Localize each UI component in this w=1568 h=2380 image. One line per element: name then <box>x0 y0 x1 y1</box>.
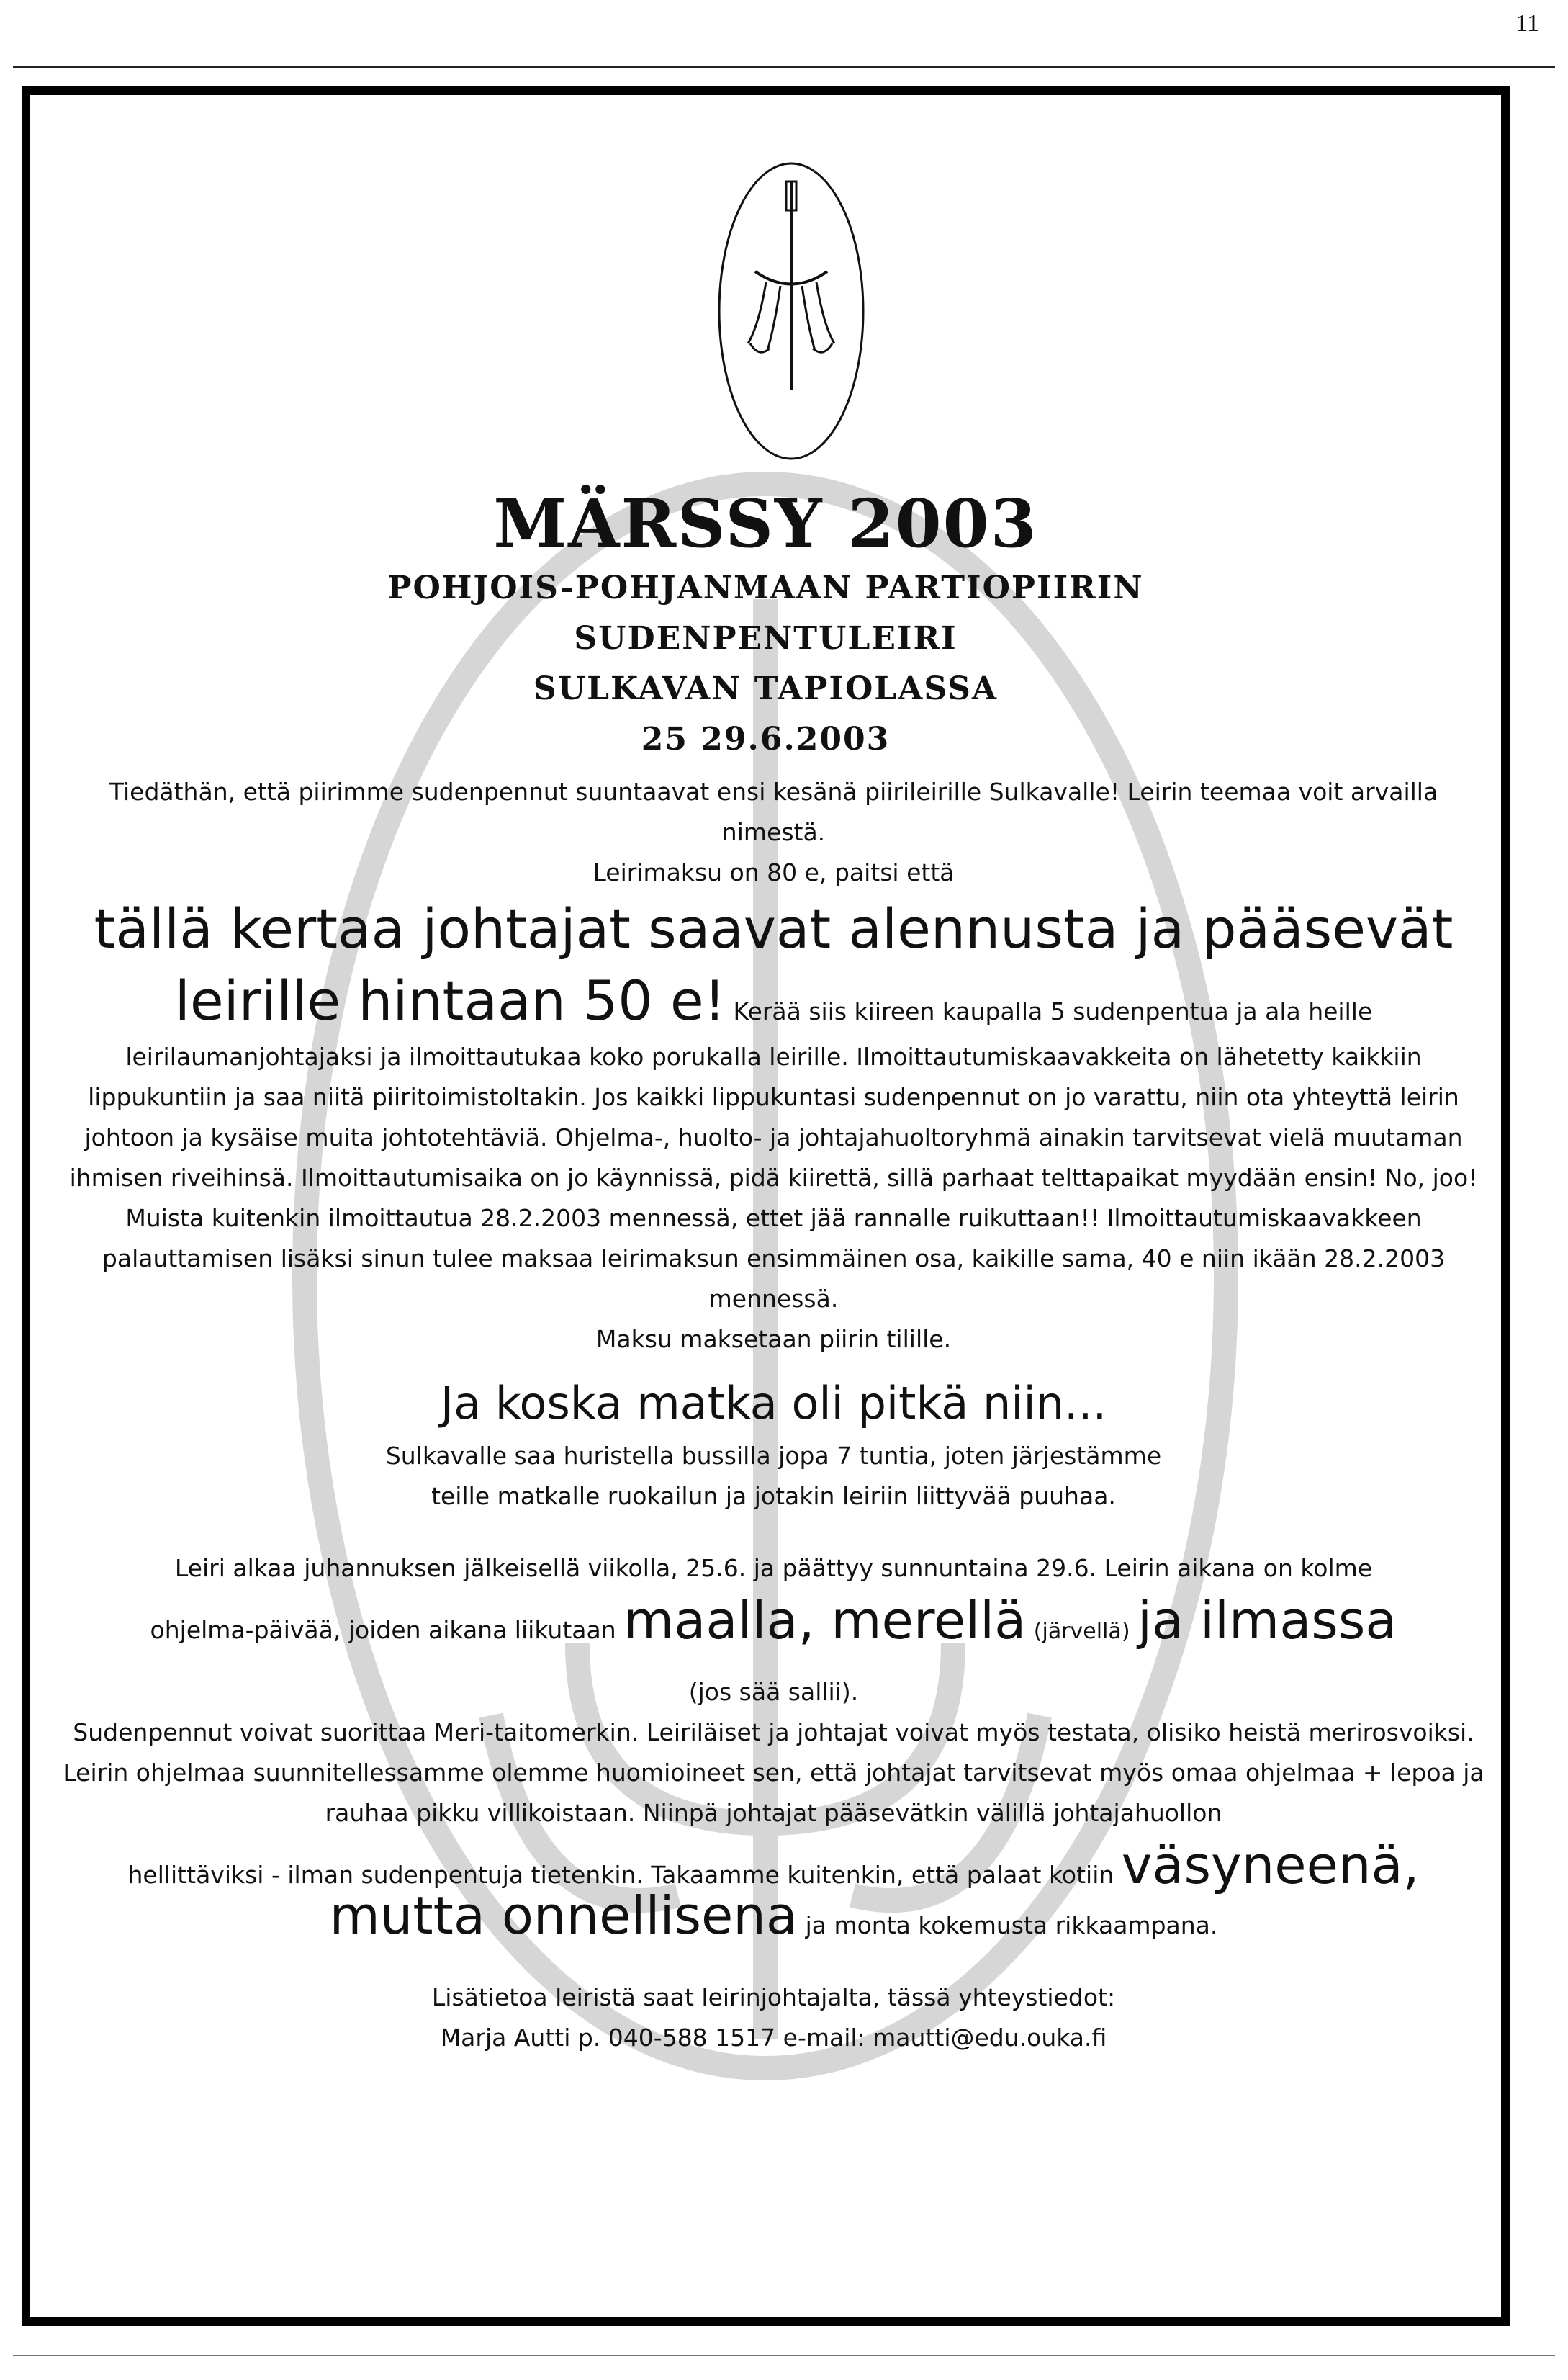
contact-details: Marja Autti p. 040-588 1517 e-mail: mautti@edu.ouka.fi <box>440 2024 1107 2052</box>
leader-rest-text: Leirin ohjelmaa suunnitellessamme olemme huomioineet sen, että johtajat tarvitsevat myös omaa ohjelmaa + lepoa ja rauhaa pikku villikoistaan. Niinpä johtajat pääsevätkin välillä johtajahuollon <box>63 1759 1484 1827</box>
experience-text: ja monta kokemusta rikkaampana. <box>805 1911 1218 1939</box>
air-headline: ja ilmassa <box>1137 1590 1397 1651</box>
top-rule <box>13 66 1555 68</box>
travel-text: Sulkavalle saa huristella bussilla jopa 7 tuntia, joten järjestämme teille matkalle ruokailun ja jotakin leiriin liittyvää puuhaa. <box>385 1442 1162 1510</box>
wolf-cub-emblem <box>716 160 867 462</box>
camp-dates: 25 29.6.2003 <box>641 721 891 758</box>
camp-organizer: POHJOIS-POHJANMAAN PARTIOPIIRIN <box>387 570 1144 606</box>
poster-frame <box>22 86 1510 2326</box>
program-dates-text: Leiri alkaa juhannuksen jälkeisellä viikolla, 25.6. ja päättyy sunnuntaina 29.6. Leirin aikana on kolme <box>174 1554 1373 1582</box>
land-sea-headline: maalla, merellä <box>623 1590 1027 1651</box>
poster-body <box>59 772 1488 2058</box>
discount-price-headline: leirille hintaan 50 e! <box>174 969 726 1033</box>
leader-discount-headline: tällä kertaa johtajat saavat alennusta ja pääsevät <box>94 897 1454 961</box>
weather-note: (jos sää sallii). <box>688 1678 859 1706</box>
camp-location: SULKAVAN TAPIOLASSA <box>533 670 999 707</box>
program-days-text: ohjelma-päivää, joiden aikana liikutaan <box>150 1616 616 1644</box>
bottom-rule <box>13 2355 1555 2356</box>
camp-fee-text: Leirimaksu on 80 e, paitsi että <box>592 858 955 886</box>
registration-text: Kerää siis kiireen kaupalla 5 sudenpentua ja ala heille leirilaumanjohtajaksi ja ilmoittautukaa koko porukalla leirille. Ilmoittautumiskaavakkeita on lähetetty kaikkiin lippukuntiin ja saa niitä piiritoimistoltakin. Jos kaikki lippukuntasi sudenpennut on jo varattu, niin ota yhteyttä leirin johtoon ja kysäise muita johtotehtäviä. Ohjelma-, huolto- ja johtajahuoltoryhmä ainakin tarvitsevat vielä muutaman ihmisen riveihinsä. Ilmoittautumisaika on jo käynnissä, pidä kiirettä, sillä parhaat telttapaikat myydään ensin! No, joo! Muista kuitenkin ilmoittautua 28.2.2003 mennessä, ettet jää rannalle ruikuttaan!! Ilmoittautumiskaavakkeen palauttamisen lisäksi sinun tulee maksaa leirimaksun ensimmäinen osa, kaikille sama, 40 e niin ikään 28.2.2003 mennessä. <box>69 997 1478 1313</box>
happy-headline: mutta onnellisena <box>329 1885 798 1946</box>
leader-care-text: hellittäviksi - ilman sudenpentuja tietenkin. Takaamme kuitenkin, että palaat kotiin <box>127 1861 1114 1889</box>
camp-type: SUDENPENTULEIRI <box>574 620 958 657</box>
camp-title-block <box>30 484 1501 765</box>
lake-note: (järvellä) <box>1033 1619 1130 1644</box>
travel-heading: Ja koska matka oli pitkä niin... <box>440 1377 1107 1429</box>
payment-text: Maksu maksetaan piirin tilille. <box>595 1325 952 1353</box>
pirate-badge-text: Sudenpennut voivat suorittaa Meri-taitomerkin. Leiriläiset ja johtajat voivat myös testata, olisiko heistä merirosvoiksi. <box>73 1718 1474 1746</box>
contact-intro: Lisätietoa leiristä saat leirinjohtajalta, tässä yhteystiedot: <box>431 1983 1116 2011</box>
intro-text: Tiedäthän, että piirimme sudenpennut suuntaavat ensi kesänä piirileirille Sulkavalle! Leirin teemaa voit arvailla nimestä. <box>109 778 1438 846</box>
page-number: 11 <box>1515 10 1539 37</box>
camp-title: MÄRSSY 2003 <box>493 485 1038 562</box>
tired-headline: väsyneenä, <box>1121 1835 1420 1895</box>
